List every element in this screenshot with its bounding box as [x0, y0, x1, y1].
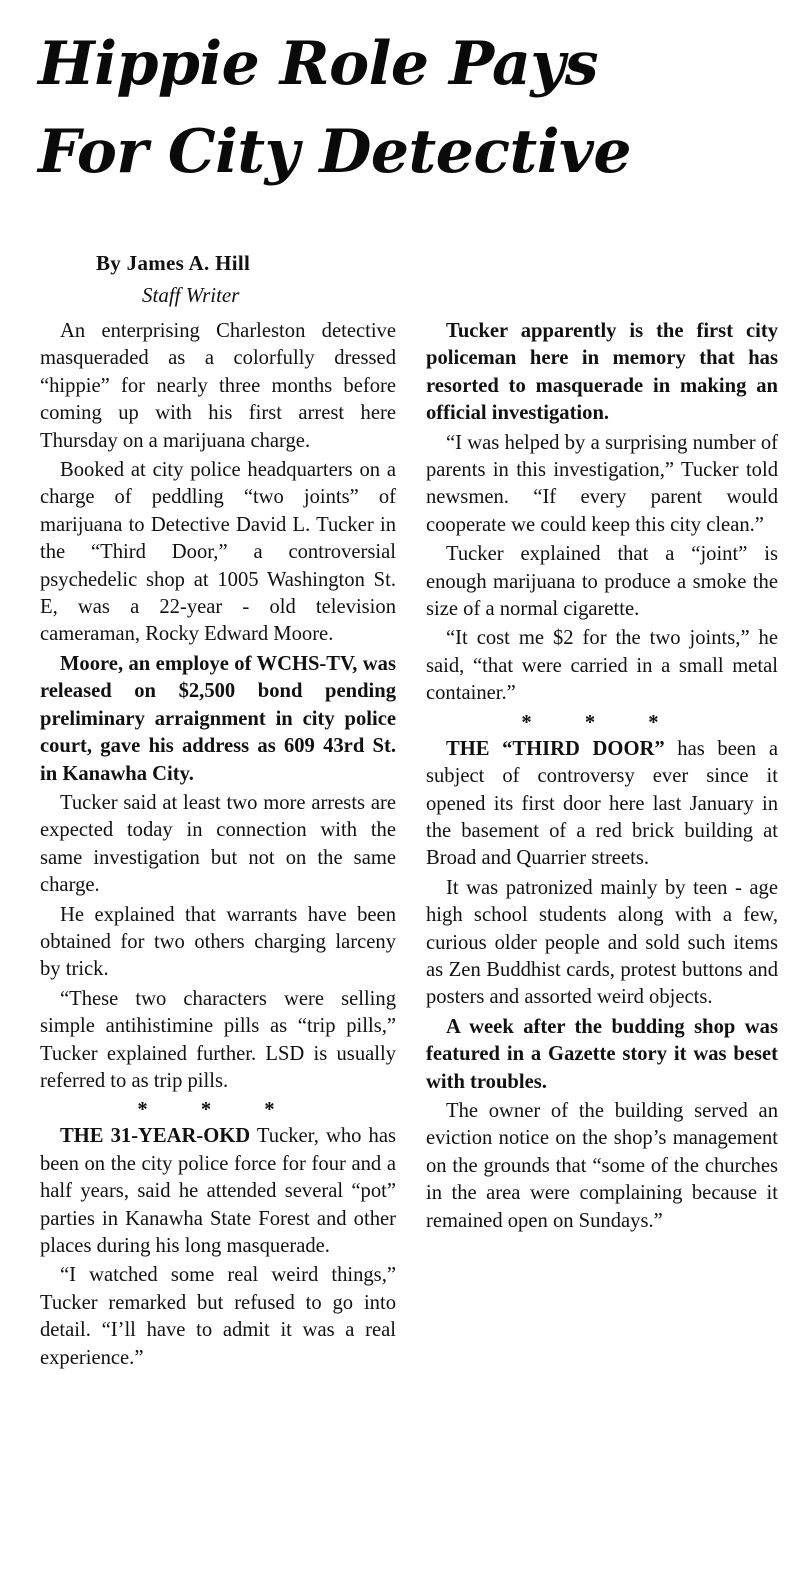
paragraph: Tucker apparently is the first city policeman here in memory that has resorted to masquerade in making an official investigation. — [426, 320, 778, 425]
paragraph: Moore, an employe of WCHS-TV, was released on $2,500 bond pending preliminary arraignment in city police court, gave his address as 609 43rd St. in Kanawha City. — [40, 652, 396, 785]
paragraph: He explained that warrants have been obtained for two others charging larceny by trick. — [40, 903, 396, 981]
paragraph — [40, 1123, 396, 1260]
article-column-right — [426, 318, 778, 1237]
headline-line-1: Hippie Role Pays — [38, 29, 599, 99]
paragraph: The owner of the building served an eviction notice on the shop’s management on the grounds that “some of the churches in the area were complaining because it remained open on Sundays.” — [426, 1099, 778, 1232]
paragraph: “I watched some real weird things,” Tucker remarked but refused to go into detail. “I’ll have to admit it was a real experience.” — [40, 1264, 396, 1369]
paragraph — [426, 736, 778, 873]
section-lead: THE “THIRD DOOR” — [446, 737, 665, 760]
paragraph: Tucker said at least two more arrests are expected today in connection with the same investigation but not on the same charge. — [40, 791, 396, 897]
headline — [38, 20, 778, 196]
paragraph: An enterprising Charleston detective masqueraded as a colorfully dressed “hippie” for nearly three months before coming up with his first arrest here Thursday on a marijuana charge. — [40, 320, 396, 452]
byline-role: Staff Writer — [142, 283, 240, 307]
article-column-left — [40, 318, 396, 1374]
paragraph: “It cost me $2 for the two joints,” he said, “that were carried in a small metal container.” — [426, 627, 778, 705]
paragraph: “I was helped by a surprising number of parents in this investigation,” Tucker told newsmen. “If every parent would cooperate we could keep this city clean.” — [426, 431, 778, 536]
section-lead: THE 31-YEAR-OKD — [60, 1125, 251, 1148]
section-divider: * * * — [137, 1099, 299, 1122]
paragraph-text: has been a subject of controversy ever since it opened its first door here last January in the basement of a red brick building at Broad and Quarrier streets. — [426, 737, 778, 870]
byline: By James A. Hill — [96, 251, 251, 275]
paragraph: Booked at city police headquarters on a charge of peddling “two joints” of marijuana to Detective David L. Tucker in the “Third Door,” a controversial psychedelic shop at 1005 Washington St. E, was a 22-year - old television cameraman, Rocky Edward Moore. — [40, 459, 396, 646]
paragraph: A week after the budding shop was featured in a Gazette story it was beset with troubles. — [426, 1015, 778, 1093]
section-divider: * * * — [521, 711, 683, 734]
paragraph-text: Tucker, who has been on the city police force for four and a half years, said he attended several “pot” parties in Kanawha State Forest and other places during his long masquerade. — [40, 1125, 396, 1257]
paragraph: “These two characters were selling simple antihistimine pills as “trip pills,” Tucker explained further. LSD is usually referred to as trip pills. — [40, 987, 396, 1092]
paragraph: It was patronized mainly by teen - age high school students along with a few, curious older people and sold such items as Zen Buddhist cards, protest buttons and posters and assorted weird objects. — [426, 876, 778, 1009]
headline-line-2: For City Detective — [38, 117, 632, 187]
paragraph: Tucker explained that a “joint” is enough marijuana to produce a smoke the size of a normal cigarette. — [426, 543, 778, 621]
